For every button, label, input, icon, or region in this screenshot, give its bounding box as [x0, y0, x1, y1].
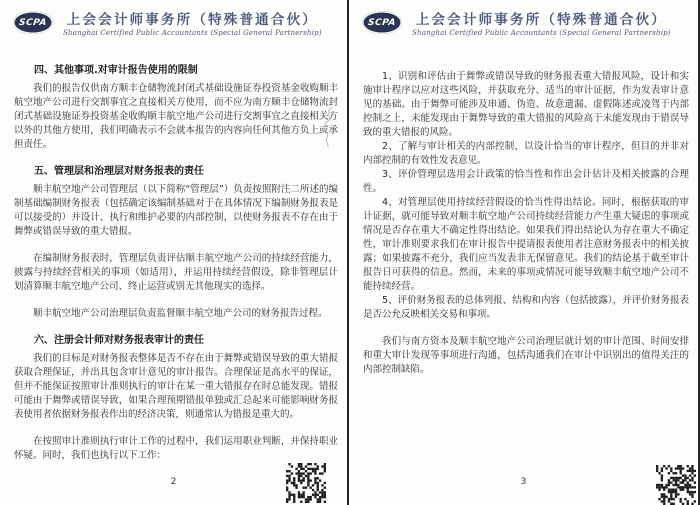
paragraph: 3、评价管理层选用会计政策的恰当性和作出会计估计及相关披露的合理性。: [363, 169, 689, 194]
paragraph: 1、识别和评估由于舞弊或错误导致的财务报表重大错报风险，设计和实施审计程序以应对这些风险，并获取充分、适当的审计证据，作为发表审计意见的基础。由于舞弊可能涉及串通、伪造、故意遗漏、虚假陈述或凌驾于内部控制之上，未能发现由于舞弊导致的重大错报的风险高于未能发现由于错误导致的重大错报的风险。: [363, 71, 689, 138]
paragraph: 我们的目标是对财务报表整体是否不存在由于舞弊或错误导致的重大错报获取合理保证，并出具包含审计意见的审计报告。合理保证是高水平的保证，但并不能保证按照审计准则执行的审计在某一重大错报存在时总能发现。错报可能由于舞弊或错误导致，如果合理预期错报单独或汇总起来可能影响财务报表使用者依据财务报表作出的经济决策，则通常认为错报是重大的。: [14, 353, 338, 420]
qr-code: [656, 465, 696, 505]
paragraph: 5、评价财务报表的总体列报、结构和内容（包括披露），并评价财务报表是否公允反映相关交易和事项。: [363, 295, 689, 320]
scpa-logo-text: SCPA: [18, 17, 48, 28]
page-2: [0, 0, 349, 505]
section-heading: 六、注册会计师对财务报表审计的责任: [34, 335, 204, 346]
paragraph: 我们的报告仅供南方顺丰仓储物流封闭式基础设施证券投资基金收购顺丰航空地产公司进行交割事宜之直接相关方使用，而不应为南方顺丰仓储物流封闭式基础设施证券投资基金收购顺丰航空地产公司进行交割事宜之直接相关方以外的其他方使用，我们明确表示不会就本报告的内容向任何其他方负上或承担责任。: [14, 83, 338, 150]
page-number: 3: [520, 477, 527, 487]
paragraph: 顺丰航空地产公司管理层（以下简称“管理层”）负责按照附注二所述的编制基础编制财务报表（包括确定该编制基础对于在具体情况下编制财务报表是可以接受的）并设计、执行和维护必要的内部控制，以使财务报表不存在由于舞弊或错误导致的重大错报。: [14, 184, 338, 237]
firm-name-chinese: 上会会计师事务所（特殊普通合伙）: [415, 12, 667, 28]
scpa-logo-icon: [362, 11, 402, 34]
scpa-logo-icon: [13, 11, 53, 34]
section-heading: 四、其他事项.对审计报告使用的限制: [34, 65, 198, 76]
letterhead: [13, 8, 322, 48]
firm-name-block: [412, 8, 671, 37]
paragraph: 4、对管理层使用持续经营假设的恰当性得出结论。同时，根据获取的审计证据，就可能导致对顺丰航空地产公司持续经营能力产生重大疑虑的事项或情况是否存在重大不确定性得出结论。如果我们得出结论认为存在重大不确定性，审计准则要求我们在审计报告中提请报表使用者注意财务报表中的相关披露；如果披露不充分，我们应当发表非无保留意见。我们的结论基于截至审计报告日可获得的信息。然而，未来的事项或情况可能导致顺丰航空地产公司不能持续经营。: [363, 197, 689, 292]
page-body: [14, 64, 338, 463]
section-heading: 五、管理层和治理层对财务报表的责任: [34, 166, 204, 177]
page-number: 2: [170, 477, 177, 487]
letterhead: [362, 8, 671, 48]
paragraph: 我们与南方资本及顺丰航空地产公司治理层就计划的审计范围、时间安排和重大审计发现等事项进行沟通，包括沟通我们在审计中识别出的值得关注的内部控制缺陷。: [363, 336, 689, 375]
scan-artifact-mark: [318, 103, 340, 149]
firm-name-chinese: 上会会计师事务所（特殊普通合伙）: [66, 12, 318, 28]
page-body: [363, 70, 689, 377]
page-3: [349, 0, 700, 505]
paragraph: 在编制财务报表时，管理层负责评估顺丰航空地产公司的持续经营能力，披露与持续经营相关的事项（如适用），并运用持续经营假设，除非管理层计划清算顺丰航空地产公司、终止运营或别无其他现实的选择。: [14, 253, 338, 292]
scpa-logo-text: SCPA: [367, 17, 397, 28]
paragraph: 顺丰航空地产公司治理层负责监督顺丰航空地产公司的财务报告过程。: [33, 308, 328, 319]
paragraph: 2、了解与审计相关的内部控制，以设计恰当的审计程序，但目的并非对内部控制的有效性发表意见。: [363, 141, 689, 166]
firm-name-english: Shanghai Certified Public Accountants (Special General Partnership): [412, 29, 671, 37]
firm-name-english: Shanghai Certified Public Accountants (Special General Partnership): [63, 29, 322, 37]
firm-name-block: [63, 8, 322, 37]
paragraph: 在按照审计准则执行审计工作的过程中，我们运用职业判断，并保持职业怀疑。同时，我们也执行以下工作：: [14, 436, 338, 461]
qr-code: [286, 463, 326, 503]
